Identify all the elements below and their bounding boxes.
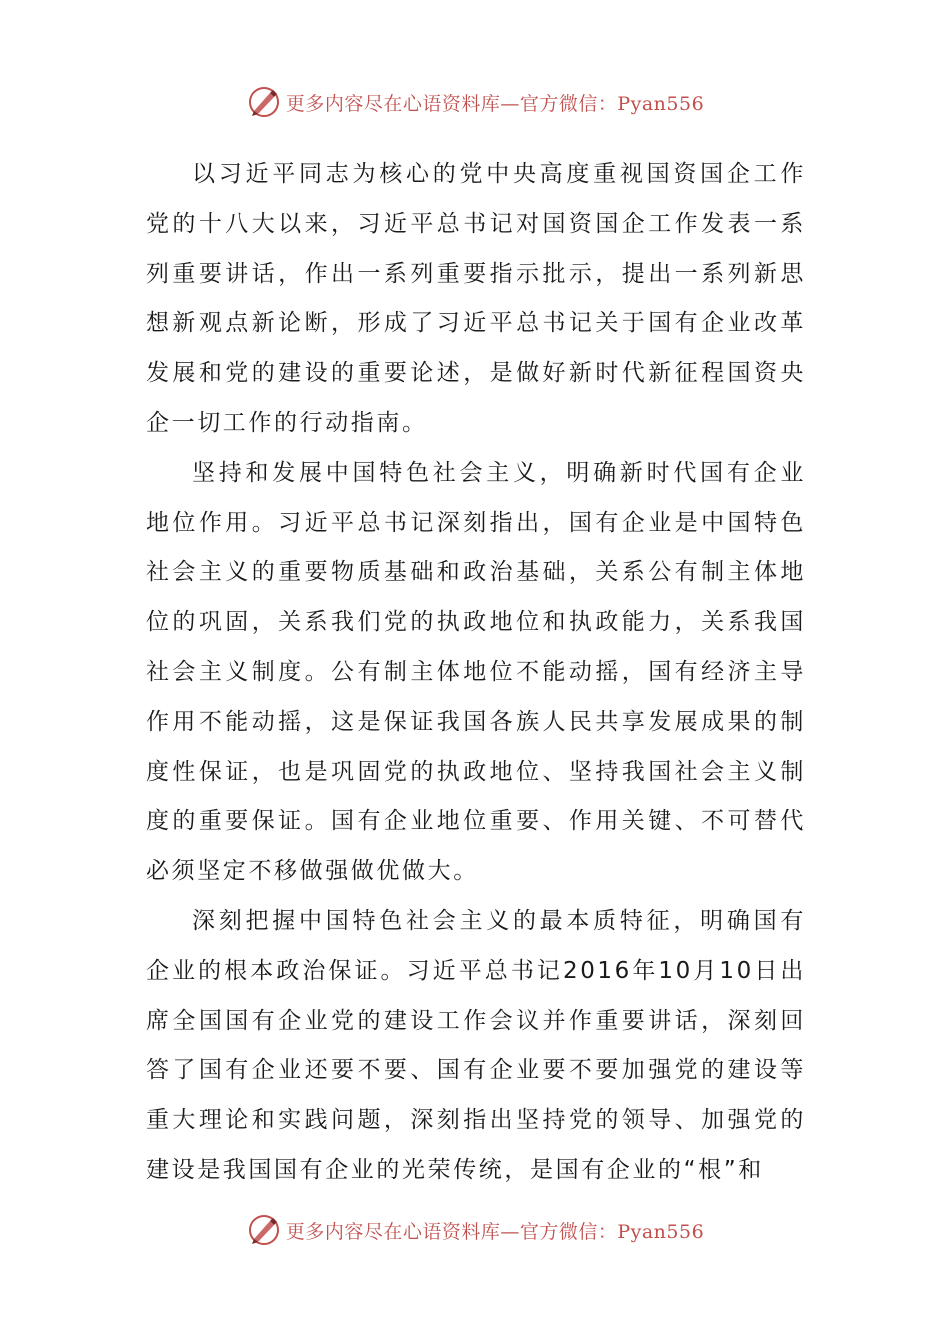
pen-logo-icon bbox=[246, 1212, 282, 1248]
pen-logo-icon bbox=[246, 84, 282, 120]
footer-banner bbox=[0, 1208, 950, 1252]
paragraph: 坚持和发展中国特色社会主义，明确新时代国有企业地位作用。习近平总书记深刻指出，国有企业是中国特色社会主义的重要物质基础和政治基础，关系公有制主体地位的巩固，关系我们党的执政地位和执政能力，关系我国社会主义制度。公有制主体地位不能动摇，国有经济主导作用不能动摇，这是保证我国各族人民共享发展成果的制度性保证，也是巩固党的执政地位、坚持我国社会主义制度的重要保证。国有企业地位重要、作用关键、不可替代必须坚定不移做强做优做大。 bbox=[146, 459, 806, 885]
document-body bbox=[146, 150, 806, 1196]
paragraph: 以习近平同志为核心的党中央高度重视国资国企工作党的十八大以来，习近平总书记对国资国企工作发表一系列重要讲话，作出一系列重要指示批示，提出一系列新思想新观点新论断，形成了习近平总书记关于国有企业改革发展和党的建设的重要论述，是做好新时代新征程国资央企一切工作的行动指南。 bbox=[146, 161, 806, 436]
header-banner bbox=[0, 80, 950, 124]
banner-text: 更多内容尽在心语资料库—官方微信：Pyan556 bbox=[285, 92, 705, 115]
banner-text: 更多内容尽在心语资料库—官方微信：Pyan556 bbox=[285, 1220, 705, 1243]
paragraph: 深刻把握中国特色社会主义的最本质特征，明确国有企业的根本政治保证。习近平总书记2016年10月10日出席全国国有企业党的建设工作会议并作重要讲话，深刻回答了国有企业还要不要、国有企业要不要加强党的建设等重大理论和实践问题，深刻指出坚持党的领导、加强党的建设是我国国有企业的光荣传统，是国有企业的“根”和 bbox=[146, 907, 806, 1183]
